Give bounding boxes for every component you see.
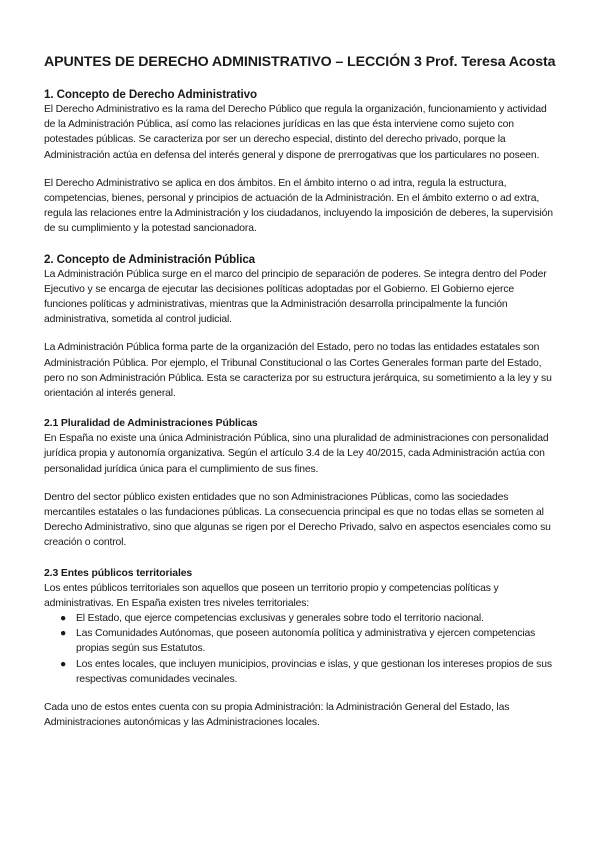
bullet-icon: ●	[60, 613, 67, 625]
bullet-icon: ●	[60, 628, 67, 640]
section-heading-2-3: 2.3 Entes públicos territoriales	[44, 567, 193, 579]
section-2-1-paragraph-2: Dentro del sector público existen entidades que no son Administraciones Públicas, como las sociedades mercantiles estatales o las fundaciones públicas. La consecuencia principal es que no todas ellas se someten al Derecho Administrativo, sino que algunas se rigen por el Derecho Privado, salvo en aspectos esenciales como su creación o control.	[44, 491, 551, 549]
list-item	[60, 626, 559, 656]
list-item-text: Las Comunidades Autónomas, que poseen autonomía política y administrativa y ejercen competencias propias según sus Estatutos.	[76, 628, 536, 655]
list-item-text: Los entes locales, que incluyen municipios, provincias e islas, y que gestionan los intereses propios de sus respectivas comunidades vecinales.	[76, 658, 552, 685]
section-1-paragraph-1: El Derecho Administrativo es la rama del Derecho Público que regula la organización, funcionamiento y actividad de la Administración Pública, así como las relaciones jurídicas en las que ésta interviene como sujeto con potestades públicas. Se caracteriza por ser un derecho especial, distinto del derecho privado, porque la Administración actúa en defensa del interés general y dispone de prerrogativas que los particulares no poseen.	[44, 104, 547, 161]
territorial-levels-list	[44, 611, 559, 687]
list-item	[60, 657, 559, 687]
document-title: APUNTES DE DERECHO ADMINISTRATIVO – LECCIÓN 3 Prof. Teresa Acosta	[44, 54, 556, 70]
section-2-paragraph-1: La Administración Pública surge en el marco del principio de separación de poderes. Se integra dentro del Poder Ejecutivo y se encarga de ejecutar las decisiones políticas adoptadas por el Gobierno. El Gobierno ejerce funciones políticas y administrativas, mientras que la Administración desarrolla principalmente la función administrativa, sometida al control judicial.	[44, 268, 547, 326]
list-item-text: El Estado, que ejerce competencias exclusivas y generales sobre todo el territorio nacional.	[76, 613, 484, 625]
section-2-3-paragraph-1: Los entes públicos territoriales son aquellos que poseen un territorio propio y competencias políticas y administrativas. En España existen tres niveles territoriales:	[44, 582, 499, 609]
bullet-icon: ●	[60, 658, 67, 670]
section-2-1-paragraph-1: En España no existe una única Administración Pública, sino una pluralidad de administraciones con personalidad jurídica propia y autonomía organizativa. Según el artículo 3.4 de la Ley 40/2015, cada Administración actúa con personalidad jurídica única para el cumplimiento de sus fines.	[44, 433, 549, 475]
list-item	[60, 611, 559, 626]
section-heading-2: 2. Concepto de Administración Pública	[44, 252, 256, 266]
document-page	[44, 52, 559, 731]
section-2-3-paragraph-2: Cada uno de estos entes cuenta con su propia Administración: la Administración General del Estado, las Administraciones autonómicas y las Administraciones locales.	[44, 702, 510, 729]
section-2-paragraph-2: La Administración Pública forma parte de la organización del Estado, pero no todas las entidades estatales son Administración Pública. Por ejemplo, el Tribunal Constitucional o las Cortes Generales forman parte del Estado, pero no son Administración Pública. Esta se caracteriza por su estructura jerárquica, su sometimiento a la ley y su orientación al interés general.	[44, 342, 552, 400]
section-heading-2-1: 2.1 Pluralidad de Administraciones Públicas	[44, 418, 258, 430]
section-1-paragraph-2: El Derecho Administrativo se aplica en dos ámbitos. En el ámbito interno o ad intra, regula la estructura, competencias, bienes, personal y principios de actuación de la Administración. En el ámbito externo o ad extra, regula las relaciones entre la Administración y los ciudadanos, incluyendo la imposición de deberes, la supervisión de su cumplimiento y la potestad sancionadora.	[44, 177, 553, 235]
section-heading-1: 1. Concepto de Derecho Administrativo	[44, 88, 257, 101]
